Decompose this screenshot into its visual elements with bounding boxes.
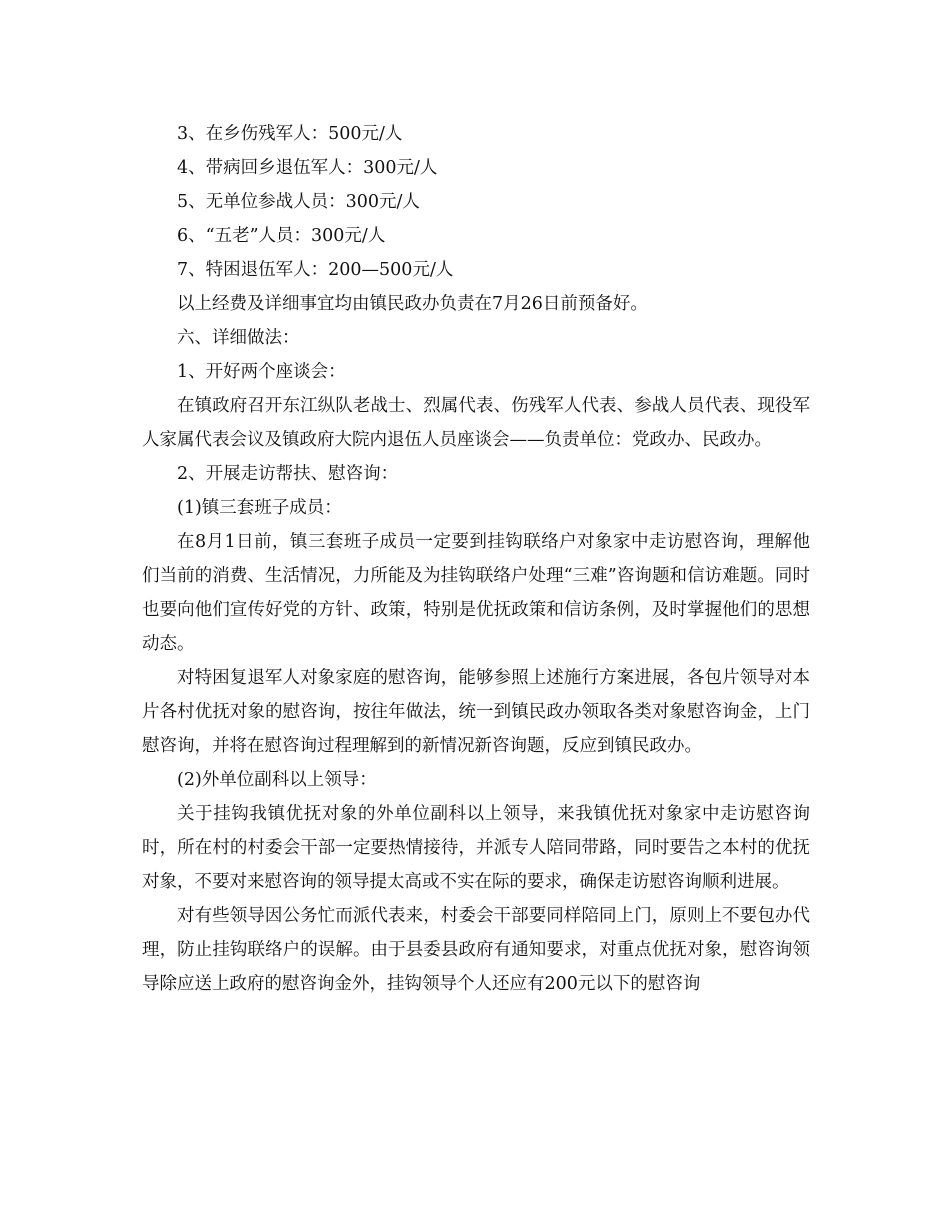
paragraph-forums: 在镇政府召开东江纵队老战士、烈属代表、伤残军人代表、参战人员代表、现役军人家属代表会议及镇政府大院内退伍人员座谈会——负责单位：党政办、民政办。 xyxy=(142,396,810,450)
paragraph-item-5: 5、无单位参战人员：300元/人 xyxy=(177,192,420,212)
paragraph-item-7: 7、特困退伍军人：200—500元/人 xyxy=(177,260,454,280)
paragraph-item-3: 3、在乡伤残军人：500元/人 xyxy=(177,124,403,144)
document-body xyxy=(142,117,810,1001)
subheading-external-leaders: (2)外单位副科以上领导： xyxy=(177,770,377,790)
paragraph-veteran-families: 对特困复退军人对象家庭的慰咨询，能够参照上述施行方案进展，各包片领导对本片各村优抚对象的慰咨询，按往年做法，统一到镇民政办领取各类对象慰咨询金，上门慰咨询，并将在慰咨询过程理解到的新情况新咨询题，反应到镇民政办。 xyxy=(142,668,810,756)
subheading-town-leaders: (1)镇三套班子成员： xyxy=(177,498,342,518)
paragraph-item-4: 4、带病回乡退伍军人：300元/人 xyxy=(177,158,438,178)
paragraph-external-leaders: 关于挂钩我镇优抚对象的外单位副科以上领导，来我镇优抚对象家中走访慰咨询时，所在村的村委会干部一定要热情接待，并派专人陪同带路，同时要告之本村的优抚对象，不要对来慰咨询的领导提太高或不实在际的要求，确保走访慰咨询顺利进展。 xyxy=(142,804,810,892)
subheading-forums: 1、开好两个座谈会： xyxy=(177,362,346,382)
paragraph-item-6: 6、“五老”人员：300元/人 xyxy=(177,226,386,246)
paragraph-representatives: 对有些领导因公务忙而派代表来，村委会干部要同样陪同上门，原则上不要包办代理，防止挂钩联络户的误解。由于县委县政府有通知要求，对重点优抚对象，慰咨询领导除应送上政府的慰咨询金外，挂钩领导个人还应有200元以下的慰咨询 xyxy=(142,906,810,994)
paragraph-town-leaders: 在8月1日前，镇三套班子成员一定要到挂钩联络户对象家中走访慰咨询，理解他们当前的消费、生活情况，力所能及为挂钩联络户处理“三难”咨询题和信访难题。同时也要向他们宣传好党的方针、政策，特别是优抚政策和信访条例，及时掌握他们的思想动态。 xyxy=(142,532,810,654)
subheading-visits: 2、开展走访帮扶、慰咨询： xyxy=(177,464,399,484)
paragraph-funding-note: 以上经费及详细事宜均由镇民政办负责在7月26日前预备好。 xyxy=(177,294,648,314)
section-heading-six: 六、详细做法： xyxy=(177,328,300,348)
